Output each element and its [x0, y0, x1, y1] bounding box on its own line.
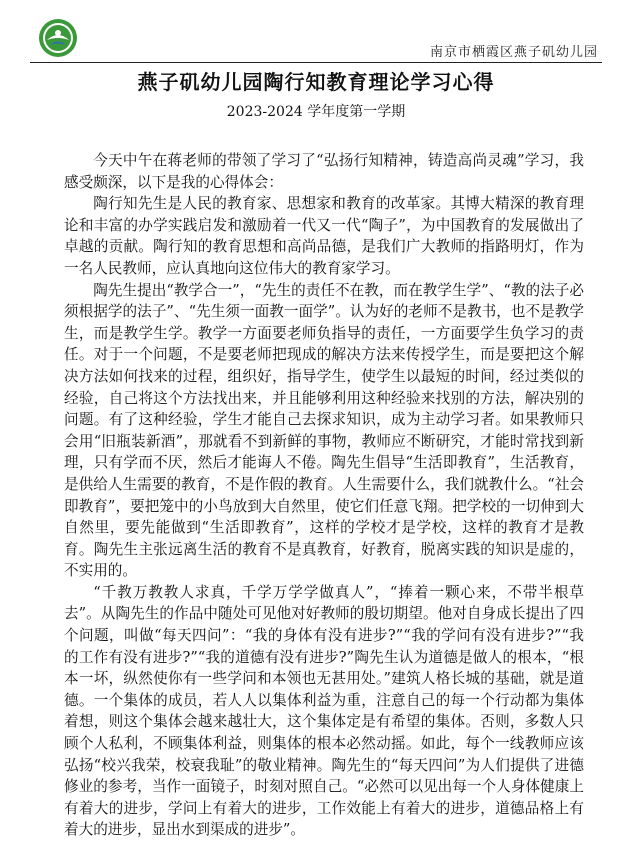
page-title: 燕子矶幼儿园陶行知教育理论学习心得	[137, 70, 495, 94]
header-divider	[30, 62, 602, 63]
page-header	[0, 0, 632, 62]
paragraph: 陶行知先生是人民的教育家、思想家和教育的改革家。其博大精深的教育理论和丰富的办学实践启发和激励着一代又一代“陶子”，为中国教育的发展做出了卓越的贡献。陶行知的教育思想和高尚品德，是我们广大教师的指路明灯，作为一名人民教师，应认真地向这位伟大的教育家学习。	[64, 195, 584, 277]
school-logo-icon	[38, 18, 78, 58]
document-body	[64, 150, 584, 841]
school-name: 南京市栖霞区燕子矶幼儿园	[429, 45, 598, 60]
paragraph: 陶先生提出“教学合一”，“先生的责任不在教，而在教学生学”、“教的法子必须根据学的法子”、“先生须一面教一面学”。认为好的老师不是教书，也不是教学生，而是教学生学。教学一方面要老师负指导的责任，一方面要学生负学习的责任。对于一个问题，不是要老师把现成的解决方法来传授学生，而是要把这个解决方法如何找来的过程，组织好，指导学生，使学生以最短的时间，经过类似的经验，自己将这个方法找出来，并且能够利用这种经验来找别的方法，解决别的问题。有了这种经验，学生才能自己去探求知识，成为主动学习者。如果教师只会用“旧瓶装新酒”，那就看不到新鲜的事物，教师应不断研究，才能时常找到新理，只有学而不厌，然后才能诲人不倦。陶先生倡导“生活即教育”，生活教育，是供给人生需要的教育，不是作假的教育。人生需要什么，我们就教什么。“社会即教育”，要把笼中的小鸟放到大自然里，使它们任意飞翔。把学校的一切伸到大自然里，要先能做到“生活即教育”，这样的学校才是学校，这样的教育才是教育。陶先生主张远离生活的教育不是真教育，好教育，脱离实践的知识是虚的，不实用的。	[64, 281, 584, 580]
paragraph: “千教万教教人求真，千学万学学做真人”，“捧着一颗心来，不带半根草去”。从陶先生的作品中随处可见他对好教师的殷切期望。他对自身成长提出了四个问题，叫做“每天四问”：“我的身体有没有进步?”“我的学问有没有进步?”“我的工作有没有进步?”“我的道德有没有进步?”陶先生认为道德是做人的根本，“根本一坏，纵然使你有一些学问和本领也无甚用处。”建筑人格长城的基础，就是道德。一个集体的成员，若人人以集体利益为重，注意自己的每一个行动都为集体着想，则这个集体会越来越壮大，这个集体定是有希望的集体。否则，多数人只顾个人私利，不顾集体利益，则集体的根本必然动摇。如此，每个一线教师应该弘扬“校兴我荣，校衰我耻”的敬业精神。陶先生的“每天四问”为人们提供了进德修业的参考，当作一面镜子，时刻对照自己。“必然可以见出每一个人身体健康上有着大的进步，学问上有着大的进步，工作效能上有着大的进步，道德品格上有着大的进步，显出水到渠成的进步”。	[64, 583, 584, 839]
paragraph: 今天中午在蒋老师的带领了学习了“弘扬行知精神，铸造高尚灵魂”学习，我感受颇深，以下是我的心得体会：	[64, 152, 584, 191]
page-subtitle: 2023-2024 学年度第一学期	[226, 104, 406, 120]
